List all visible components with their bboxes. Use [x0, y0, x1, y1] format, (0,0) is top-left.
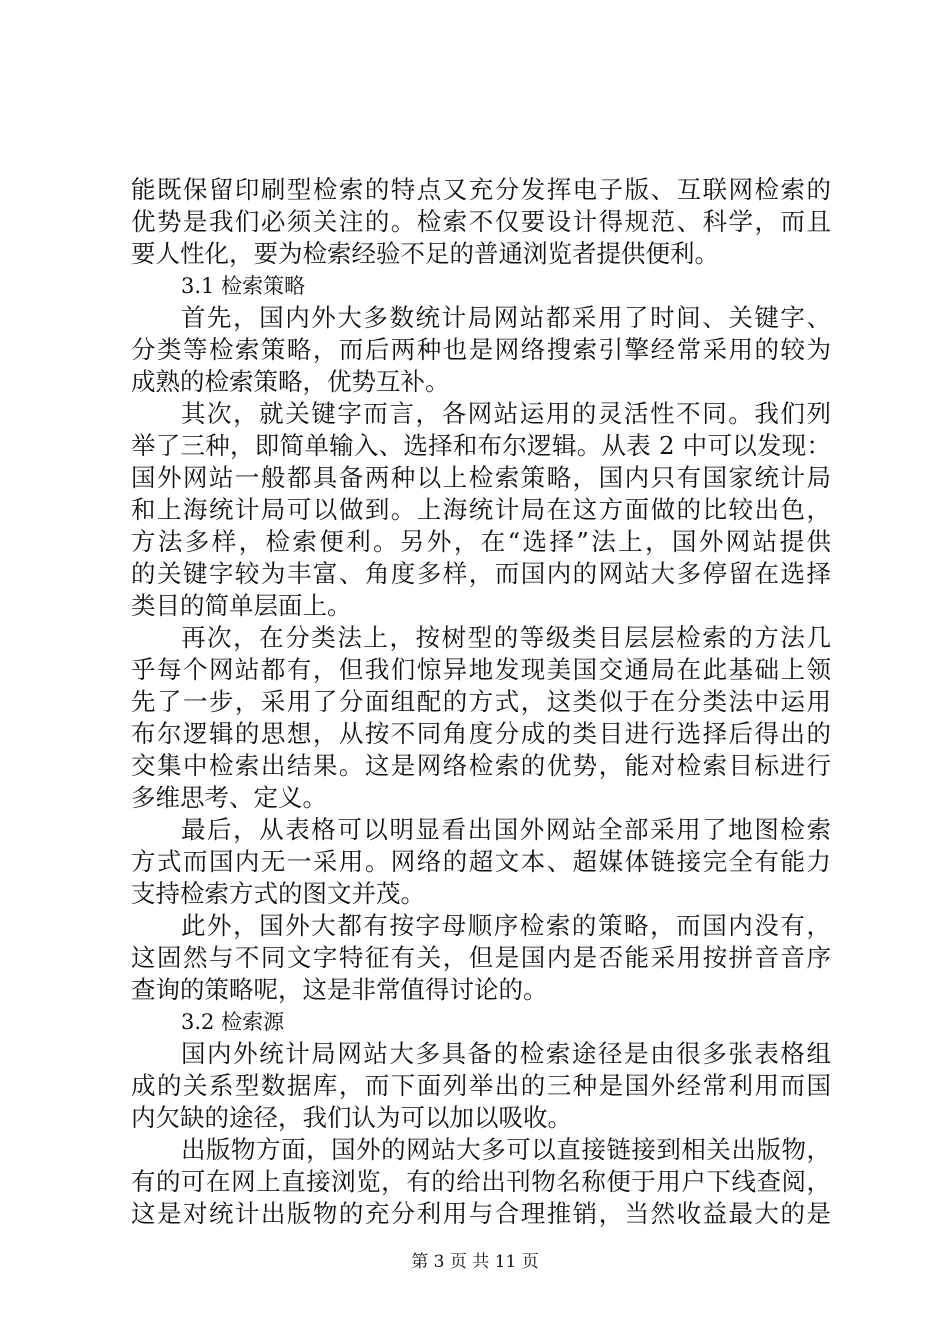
text-line: 再次，在分类法上，按树型的等级类目层层检索的方法几 [181, 623, 831, 652]
text-line: 查询的策略呢，这是非常值得讨论的。 [131, 975, 548, 1004]
text-line: 这是对统计出版物的充分利用与合理推销，当然收益最大的是 [131, 1199, 831, 1228]
text-line: 这固然与不同文字特征有关，但是国内是否能采用按拼音音序 [131, 943, 831, 972]
text-line: 国内外统计局网站大多具备的检索途径是由很多张表格组 [181, 1039, 831, 1068]
text-line: 优势是我们必须关注的。检索不仅要设计得规范、科学，而且 [131, 207, 831, 236]
text-line: 最后，从表格可以明显看出国外网站全部采用了地图检索 [181, 815, 831, 844]
text-line: 布尔逻辑的思想，从按不同角度分成的类目进行选择后得出的 [131, 719, 831, 748]
text-line: 内欠缺的途径，我们认为可以加以吸收。 [131, 1103, 572, 1132]
section-heading: 3.2 检索源 [181, 1010, 285, 1034]
text-line: 分类等检索策略，而后两种也是网络搜索引擎经常采用的较为 [131, 335, 831, 364]
page-footer: 第 3 页 共 11 页 [411, 1252, 539, 1272]
text-line: 此外，国外大都有按字母顺序检索的策略，而国内没有， [181, 911, 831, 940]
paragraph [131, 622, 831, 814]
text-line: 其次，就关键字而言，各网站运用的灵活性不同。我们列 [181, 399, 831, 428]
text-line: 要人性化，要为检索经验不足的普通浏览者提供便利。 [131, 239, 719, 268]
paragraph [131, 1038, 831, 1134]
text-line: 先了一步，采用了分面组配的方式，这类似于在分类法中运用 [131, 687, 831, 716]
text-line: 方法多样，检索便利。另外，在“选择”法上，国外网站提供 [131, 527, 831, 556]
paragraph [131, 302, 831, 398]
text-line: 出版物方面，国外的网站大多可以直接链接到相关出版物， [181, 1135, 831, 1164]
text-line: 乎每个网站都有，但我们惊异地发现美国交通局在此基础上领 [131, 655, 831, 684]
text-line: 类目的简单层面上。 [131, 591, 352, 620]
text-line: 首先，国内外大多数统计局网站都采用了时间、关键字、 [181, 303, 831, 332]
text-line: 有的可在网上直接浏览，有的给出刊物名称便于用户下线查阅， [131, 1167, 831, 1196]
section-heading: 3.1 检索策略 [181, 274, 306, 298]
text-line: 成的关系型数据库，而下面列举出的三种是国外经常利用而国 [131, 1071, 831, 1100]
paragraph [131, 814, 831, 910]
text-line: 成熟的检索策略，优势互补。 [131, 367, 450, 396]
text-line: 和上海统计局可以做到。上海统计局在这方面做的比较出色， [131, 495, 831, 524]
text-line: 国外网站一般都具备两种以上检索策略，国内只有国家统计局 [131, 463, 831, 492]
document-body [131, 174, 831, 1230]
paragraph [131, 174, 831, 270]
text-line: 方式而国内无一采用。网络的超文本、超媒体链接完全有能力 [131, 847, 831, 876]
text-line: 交集中检索出结果。这是网络检索的优势，能对检索目标进行 [131, 751, 831, 780]
paragraph [131, 398, 831, 622]
text-line: 的关键字较为丰富、角度多样，而国内的网站大多停留在选择 [131, 559, 831, 588]
text-line: 举了三种，即简单输入、选择和布尔逻辑。从表 2 中可以发现： [131, 431, 831, 460]
text-line: 多维思考、定义。 [131, 783, 327, 812]
paragraph [131, 910, 831, 1006]
text-line: 支持检索方式的图文并茂。 [131, 879, 425, 908]
paragraph [131, 1134, 831, 1230]
text-line: 能既保留印刷型检索的特点又充分发挥电子版、互联网检索的 [131, 175, 831, 204]
